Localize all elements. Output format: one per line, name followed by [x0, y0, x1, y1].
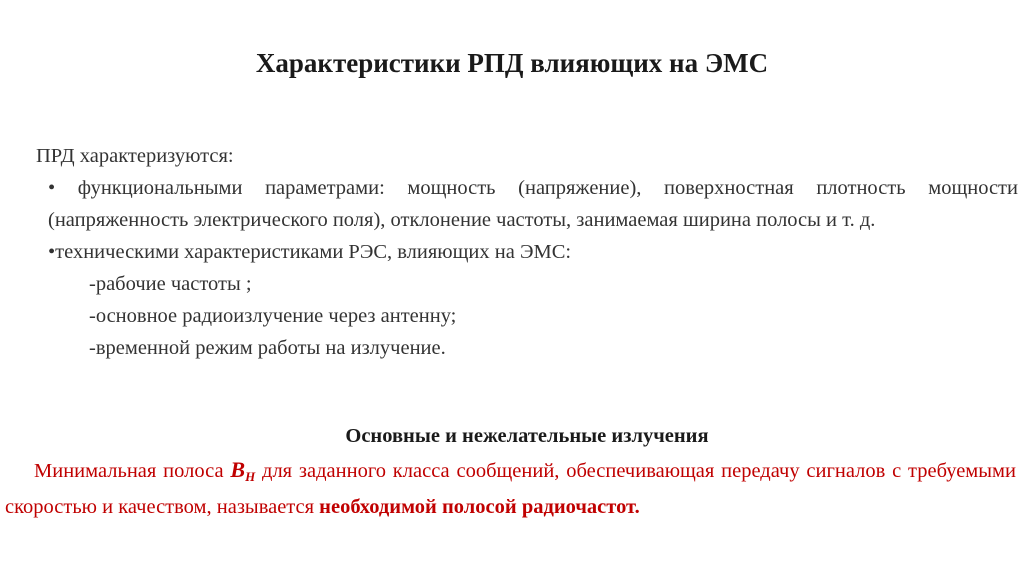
sub-item-operating-frequencies: -рабочие частоты ;: [89, 273, 252, 295]
body-text: [36, 140, 1018, 364]
symbol-subscript: H: [245, 469, 256, 484]
sub-item-main-radiation: -основное радиоизлучение через антенну;: [89, 305, 457, 327]
intro-line: ПРД характеризуются:: [36, 145, 234, 167]
slide-title: Характеристики РПД влияющих на ЭМС: [255, 48, 769, 78]
definition-text-start: Минимальная полоса: [34, 460, 231, 482]
bullet-technical-characteristics: •техническими характеристиками РЭС, влияющих на ЭМС:: [48, 241, 572, 263]
sub-item-time-mode: -временной режим работы на излучение.: [89, 337, 446, 359]
bandwidth-symbol: [230, 457, 255, 482]
definition-text-middle: для заданного класса сообщений, обеспечивающая передачу сигналов с требуемыми скоростью и качеством, называется: [5, 460, 1017, 518]
sub-list: [36, 268, 1018, 364]
definition-paragraph: [5, 455, 1016, 522]
symbol-main: B: [230, 457, 246, 482]
section-heading: Основные и нежелательные излучения: [345, 425, 709, 447]
bullet-functional-parameters: • функциональными параметрами: мощность (напряжение), поверхностная плотность мощности (напряженность электрического поля), отклонение частоты, занимаемая ширина полосы и т. д.: [48, 177, 1018, 231]
defined-term: необходимой полосой радиочастот.: [319, 496, 640, 518]
